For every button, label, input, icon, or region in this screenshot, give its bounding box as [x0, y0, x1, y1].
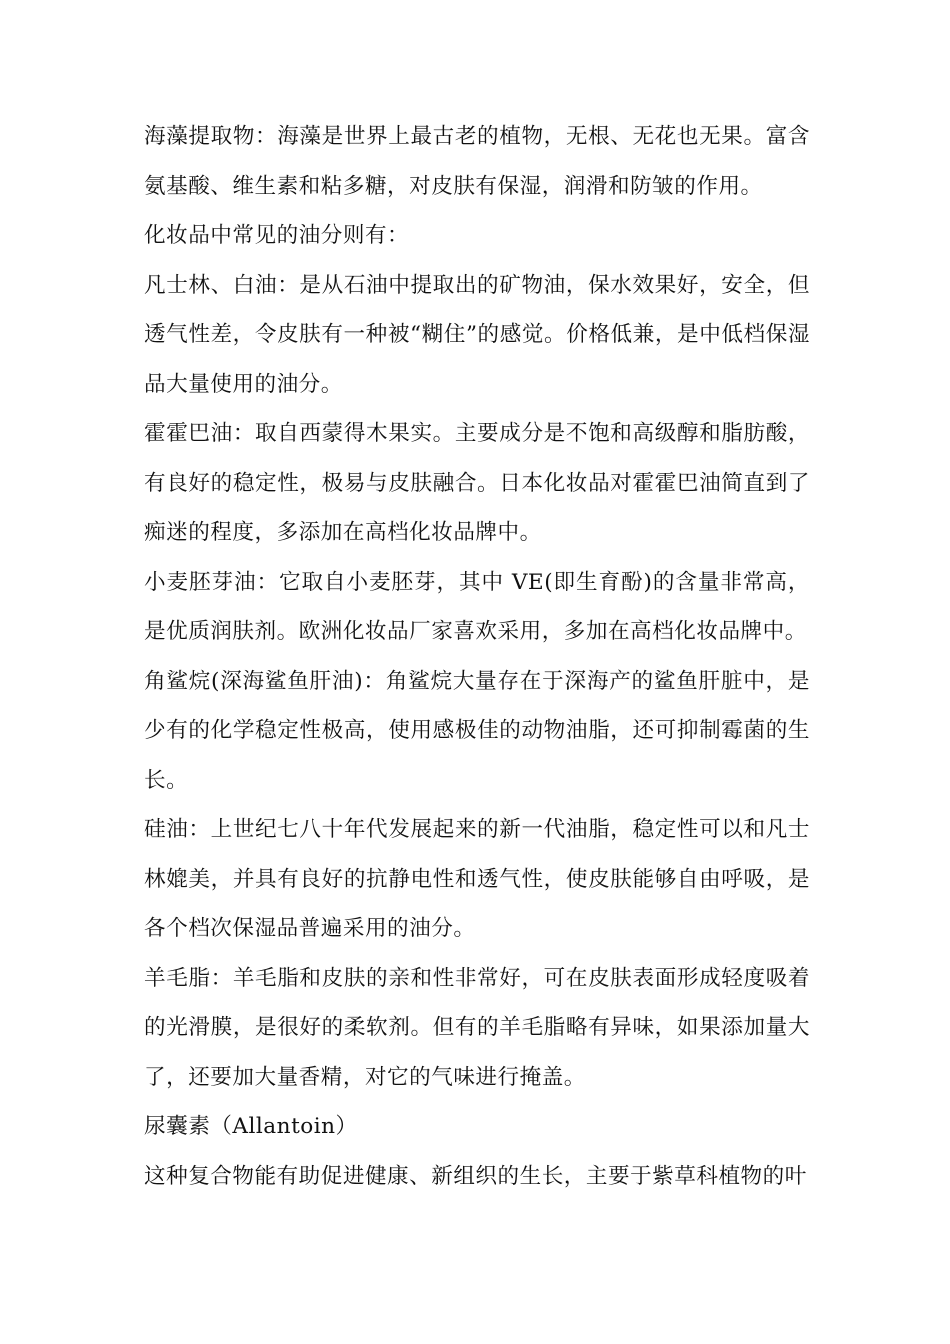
- paragraph-allantoin-heading: 尿囊素（Allantoin）: [144, 1114, 358, 1139]
- paragraph-jojoba-oil: 霍霍巴油：取自西蒙得木果实。主要成分是不饱和高级醇和脂肪酸，有良好的稳定性，极易与皮肤融合。日本化妆品对霍霍巴油简直到了痴迷的程度，多添加在高档化妆品牌中。: [144, 421, 810, 545]
- document-body: [144, 112, 810, 1201]
- paragraph-squalane: 角鲨烷(深海鲨鱼肝油)：角鲨烷大量存在于深海产的鲨鱼肝脏中，是少有的化学稳定性极高，使用感极佳的动物油脂，还可抑制霉菌的生长。: [144, 668, 810, 793]
- paragraph-seaweed-extract: 海藻提取物：海藻是世界上最古老的植物，无根、无花也无果。富含氨基酸、维生素和粘多糖，对皮肤有保湿，润滑和防皱的作用。: [144, 124, 810, 199]
- paragraph-wheat-germ-oil: 小麦胚芽油：它取自小麦胚芽，其中 VE(即生育酚)的含量非常高，是优质润肤剂。欧洲化妆品厂家喜欢采用，多加在高档化妆品牌中。: [144, 569, 810, 644]
- paragraph-common-oils-intro: 化妆品中常见的油分则有：: [144, 223, 410, 248]
- paragraph-lanolin: 羊毛脂：羊毛脂和皮肤的亲和性非常好，可在皮肤表面形成轻度吸着的光滑膜，是很好的柔软剂。但有的羊毛脂略有异味，如果添加量大了，还要加大量香精，对它的气味进行掩盖。: [144, 965, 810, 1090]
- paragraph-allantoin-body: 这种复合物能有助促进健康、新组织的生长，主要于紫草科植物的叶: [144, 1163, 807, 1189]
- paragraph-vaseline-white-oil: 凡士林、白油：是从石油中提取出的矿物油，保水效果好，安全，但透气性差，令皮肤有一种被“糊住”的感觉。价格低兼，是中低档保湿品大量使用的油分。: [144, 272, 810, 397]
- paragraph-silicone-oil: 硅油：上世纪七八十年代发展起来的新一代油脂，稳定性可以和凡士林媲美，并具有良好的抗静电性和透气性，使皮肤能够自由呼吸，是各个档次保湿品普遍采用的油分。: [144, 817, 810, 941]
